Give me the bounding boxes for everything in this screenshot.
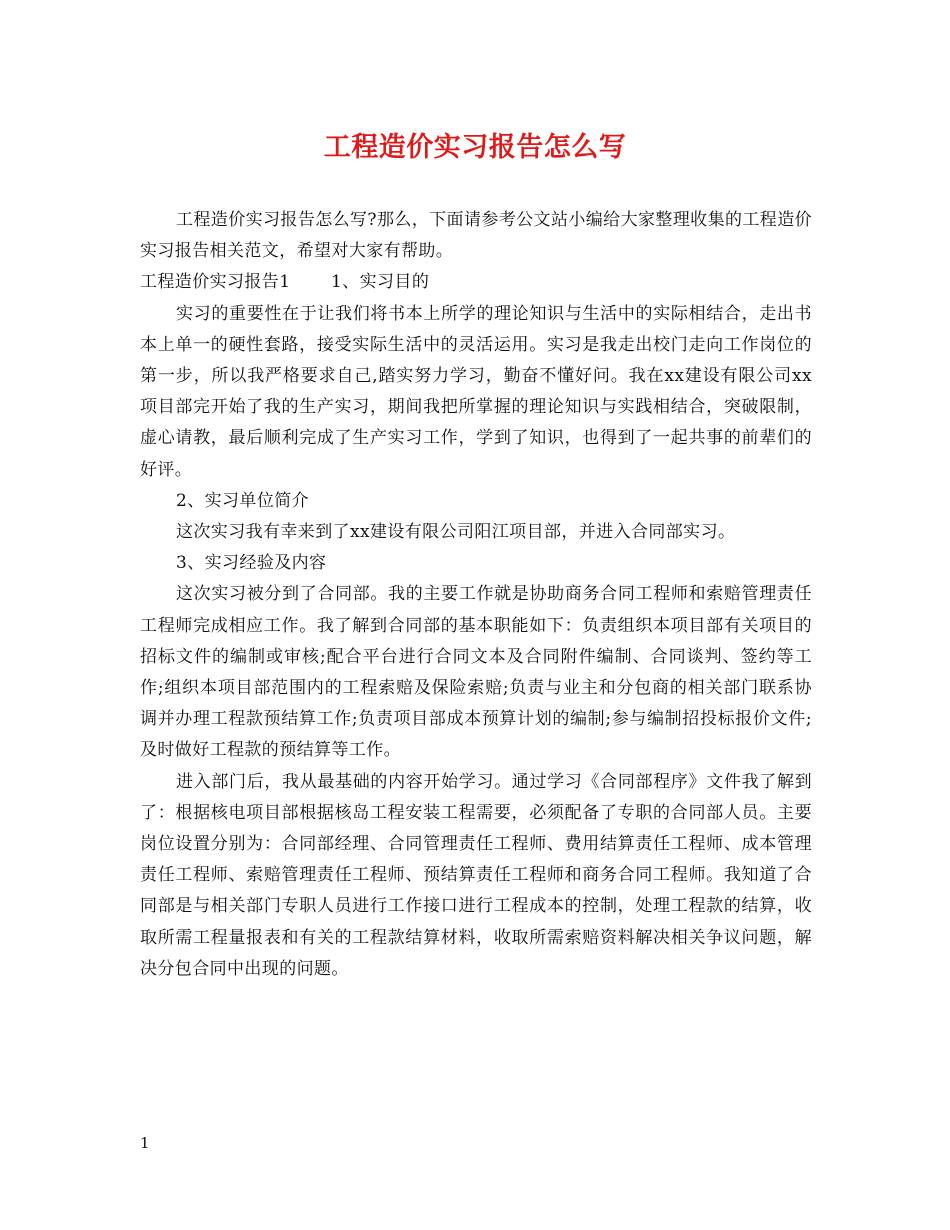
document-title: 工程造价实习报告怎么写 xyxy=(323,132,627,163)
experience-paragraph-2: 进入部门后，我从最基础的内容开始学习。通过学习《合同部程序》文件我了解到了：根据核电项目部根据核岛工程安装工程需要，必须配备了专职的合同部人员。主要岗位设置分别为：合同部经理、合同管理责任工程师、费用结算责任工程师、成本管理责任工程师、索赔管理责任工程师、预结算责任工程师和商务合同工程师。我知道了合同部是与相关部门专职人员进行工作接口进行工程成本的控制，处理工程款的结算，收取所需工程量报表和有关的工程款结算材料，收取所需索赔资料解决相关争议问题，解决分包合同中出现的问题。 xyxy=(140,771,812,979)
purpose-paragraph: 实习的重要性在于让我们将书本上所学的理论知识与生活中的实际相结合，走出书本上单一的硬性套路，接受实际生活中的灵活运用。实习是我走出校门走向工作岗位的第一步，所以我严格要求自己,踏实努力学习，勤奋不懂好问。我在xx建设有限公司xx项目部完开始了我的生产实习，期间我把所掌握的理论知识与实践相结合，突破限制，虚心请教，最后顺利完成了生产实习工作，学到了知识，也得到了一起共事的前辈们的好评。 xyxy=(140,303,812,480)
report-heading-line: 工程造价实习报告1 1、实习目的 xyxy=(140,272,430,293)
page-number: 1 xyxy=(140,1134,150,1152)
intro-paragraph: 工程造价实习报告怎么写?那么，下面请参考公文站小编给大家整理收集的工程造价实习报告相关范文，希望对大家有帮助。 xyxy=(140,210,812,262)
document-body xyxy=(140,205,812,985)
section-heading-experience: 3、实习经验及内容 xyxy=(176,553,327,574)
unit-paragraph: 这次实习我有幸来到了xx建设有限公司阳江项目部，并进入合同部实习。 xyxy=(176,522,736,543)
section-heading-unit: 2、实习单位简介 xyxy=(176,490,310,511)
experience-paragraph-1: 这次实习被分到了合同部。我的主要工作就是协助商务合同工程师和索赔管理责任工程师完成相应工作。我了解到合同部的基本职能如下：负责组织本项目部有关项目的招标文件的编制或审核;配合平台进行合同文本及合同附件编制、合同谈判、签约等工作;组织本项目部范围内的工程索赔及保险索赔;负责与业主和分包商的相关部门联系协调并办理工程款预结算工作;负责项目部成本预算计划的编制;参与编制招投标报价文件;及时做好工程款的预结算等工作。 xyxy=(140,584,812,761)
